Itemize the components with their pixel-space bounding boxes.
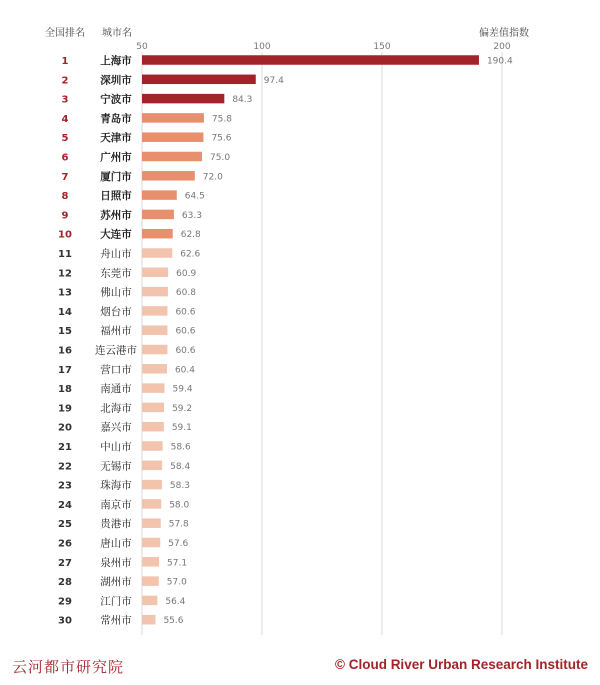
bar bbox=[142, 538, 160, 548]
city-label: 湖州市 bbox=[100, 576, 132, 589]
city-header: 城市名 bbox=[102, 28, 132, 39]
bar bbox=[142, 518, 161, 528]
value-label: 58.4 bbox=[170, 461, 191, 472]
city-label: 上海市 bbox=[100, 55, 132, 67]
x-tick-label: 150 bbox=[373, 42, 391, 52]
city-label: 舟山市 bbox=[100, 248, 132, 260]
bar bbox=[142, 152, 202, 162]
city-label: 烟台市 bbox=[100, 305, 132, 318]
city-label: 泉州市 bbox=[100, 556, 132, 569]
city-label: 佛山市 bbox=[100, 286, 132, 299]
value-label: 62.6 bbox=[180, 249, 201, 260]
value-label: 58.0 bbox=[169, 500, 190, 511]
city-label: 连云港市 bbox=[95, 344, 137, 357]
city-label: 广州市 bbox=[100, 151, 132, 164]
rank-label: 7 bbox=[61, 171, 69, 183]
value-label: 56.4 bbox=[165, 596, 186, 607]
rank-label: 13 bbox=[58, 287, 72, 299]
value-label: 60.6 bbox=[175, 346, 196, 356]
value-label: 64.5 bbox=[184, 191, 205, 202]
bar bbox=[142, 75, 256, 85]
bar bbox=[142, 306, 167, 316]
rank-label: 30 bbox=[58, 615, 72, 627]
rank-label: 3 bbox=[61, 94, 69, 106]
rank-label: 12 bbox=[58, 268, 72, 280]
city-label: 北海市 bbox=[100, 402, 132, 415]
city-label: 深圳市 bbox=[100, 74, 132, 87]
rank-label: 9 bbox=[61, 210, 69, 222]
bar bbox=[142, 422, 164, 432]
city-label: 东莞市 bbox=[100, 267, 132, 280]
value-label: 57.0 bbox=[166, 577, 187, 588]
bar bbox=[142, 210, 174, 220]
rank-label: 4 bbox=[61, 113, 69, 125]
rank-label: 19 bbox=[58, 403, 72, 415]
bar bbox=[142, 461, 162, 471]
value-label: 58.6 bbox=[170, 442, 191, 453]
x-tick-label: 200 bbox=[493, 42, 511, 52]
city-label: 大连市 bbox=[100, 228, 132, 241]
bar bbox=[142, 190, 177, 200]
city-label: 营口市 bbox=[100, 363, 132, 376]
rank-label: 28 bbox=[58, 577, 72, 589]
rank-label: 27 bbox=[58, 557, 72, 569]
rank-label: 17 bbox=[58, 364, 72, 376]
city-label: 嘉兴市 bbox=[100, 421, 132, 434]
rank-header: 全国排名 bbox=[45, 28, 85, 39]
value-label: 63.3 bbox=[181, 210, 202, 221]
city-label: 厦门市 bbox=[100, 170, 132, 183]
rank-label: 11 bbox=[58, 249, 72, 260]
value-label: 59.1 bbox=[171, 423, 192, 434]
bar bbox=[142, 480, 162, 490]
bar bbox=[142, 364, 167, 374]
bar bbox=[142, 441, 163, 451]
city-label: 珠海市 bbox=[100, 479, 132, 492]
value-label: 84.3 bbox=[232, 95, 253, 106]
bar bbox=[142, 557, 159, 567]
value-label: 190.4 bbox=[486, 56, 513, 67]
value-label: 59.4 bbox=[172, 384, 193, 395]
city-label: 南通市 bbox=[100, 383, 132, 396]
value-label: 75.8 bbox=[211, 114, 232, 125]
bar bbox=[142, 287, 168, 297]
bar bbox=[142, 55, 479, 65]
city-label: 福州市 bbox=[100, 325, 132, 338]
bar bbox=[142, 248, 172, 258]
rank-label: 18 bbox=[58, 384, 72, 396]
value-label: 75.6 bbox=[211, 133, 232, 144]
bar bbox=[142, 171, 195, 181]
bar bbox=[142, 229, 173, 239]
bar bbox=[142, 113, 204, 123]
rank-label: 25 bbox=[58, 519, 72, 531]
rank-label: 15 bbox=[58, 326, 72, 338]
city-label: 青岛市 bbox=[100, 112, 132, 125]
bar bbox=[142, 268, 168, 278]
x-tick-label: 100 bbox=[253, 42, 271, 52]
rank-label: 1 bbox=[61, 56, 69, 67]
institute-copyright-en: © Cloud River Urban Research Institute bbox=[335, 657, 588, 672]
rank-label: 10 bbox=[58, 229, 72, 241]
value-label: 60.8 bbox=[175, 288, 196, 299]
rank-label: 26 bbox=[58, 538, 72, 550]
value-label: 58.3 bbox=[169, 481, 190, 492]
bar bbox=[142, 325, 167, 335]
bar bbox=[142, 499, 161, 509]
city-label: 苏州市 bbox=[100, 209, 132, 222]
rank-label: 29 bbox=[58, 596, 72, 608]
bar bbox=[142, 596, 157, 606]
x-tick-label: 50 bbox=[136, 42, 148, 52]
rank-label: 5 bbox=[61, 133, 69, 145]
rank-label: 6 bbox=[61, 152, 69, 164]
city-label: 无锡市 bbox=[100, 460, 132, 473]
value-label: 62.8 bbox=[180, 230, 201, 241]
value-label: 72.0 bbox=[202, 172, 223, 183]
rank-label: 8 bbox=[61, 191, 69, 203]
city-label: 唐山市 bbox=[100, 537, 132, 550]
bar bbox=[142, 345, 167, 355]
rank-label: 24 bbox=[58, 499, 72, 511]
value-label: 60.4 bbox=[174, 365, 196, 376]
city-label: 宁波市 bbox=[100, 93, 132, 106]
bar bbox=[142, 403, 164, 413]
city-label: 南京市 bbox=[100, 498, 132, 511]
rank-label: 16 bbox=[58, 345, 72, 357]
rank-label: 22 bbox=[58, 461, 72, 473]
value-label: 75.0 bbox=[210, 153, 231, 163]
value-label: 97.4 bbox=[263, 75, 284, 86]
bar bbox=[142, 94, 224, 104]
value-label: 59.2 bbox=[172, 403, 193, 414]
rank-label: 20 bbox=[58, 422, 72, 434]
value-label: 55.6 bbox=[163, 616, 184, 627]
city-label: 天津市 bbox=[100, 132, 132, 145]
city-label: 常州市 bbox=[100, 614, 132, 627]
city-label: 中山市 bbox=[100, 441, 132, 453]
value-header: 偏差值指数 bbox=[479, 28, 529, 39]
city-label: 贵港市 bbox=[100, 518, 132, 531]
rank-label: 2 bbox=[61, 75, 69, 87]
rank-label: 23 bbox=[58, 480, 72, 492]
value-label: 57.8 bbox=[168, 519, 189, 530]
value-label: 57.1 bbox=[167, 558, 188, 569]
value-label: 60.6 bbox=[175, 326, 196, 337]
value-label: 57.6 bbox=[168, 539, 189, 549]
bar bbox=[142, 132, 203, 142]
bar bbox=[142, 615, 155, 625]
institute-name-cn: 云河都市研究院 bbox=[12, 658, 125, 676]
city-label: 江门市 bbox=[100, 595, 132, 608]
city-label: 日照市 bbox=[100, 190, 132, 203]
rank-label: 14 bbox=[58, 306, 72, 318]
value-label: 60.6 bbox=[175, 307, 196, 318]
bar bbox=[142, 383, 165, 393]
rank-label: 21 bbox=[58, 442, 72, 453]
value-label: 60.9 bbox=[176, 268, 197, 279]
bar bbox=[142, 576, 159, 586]
